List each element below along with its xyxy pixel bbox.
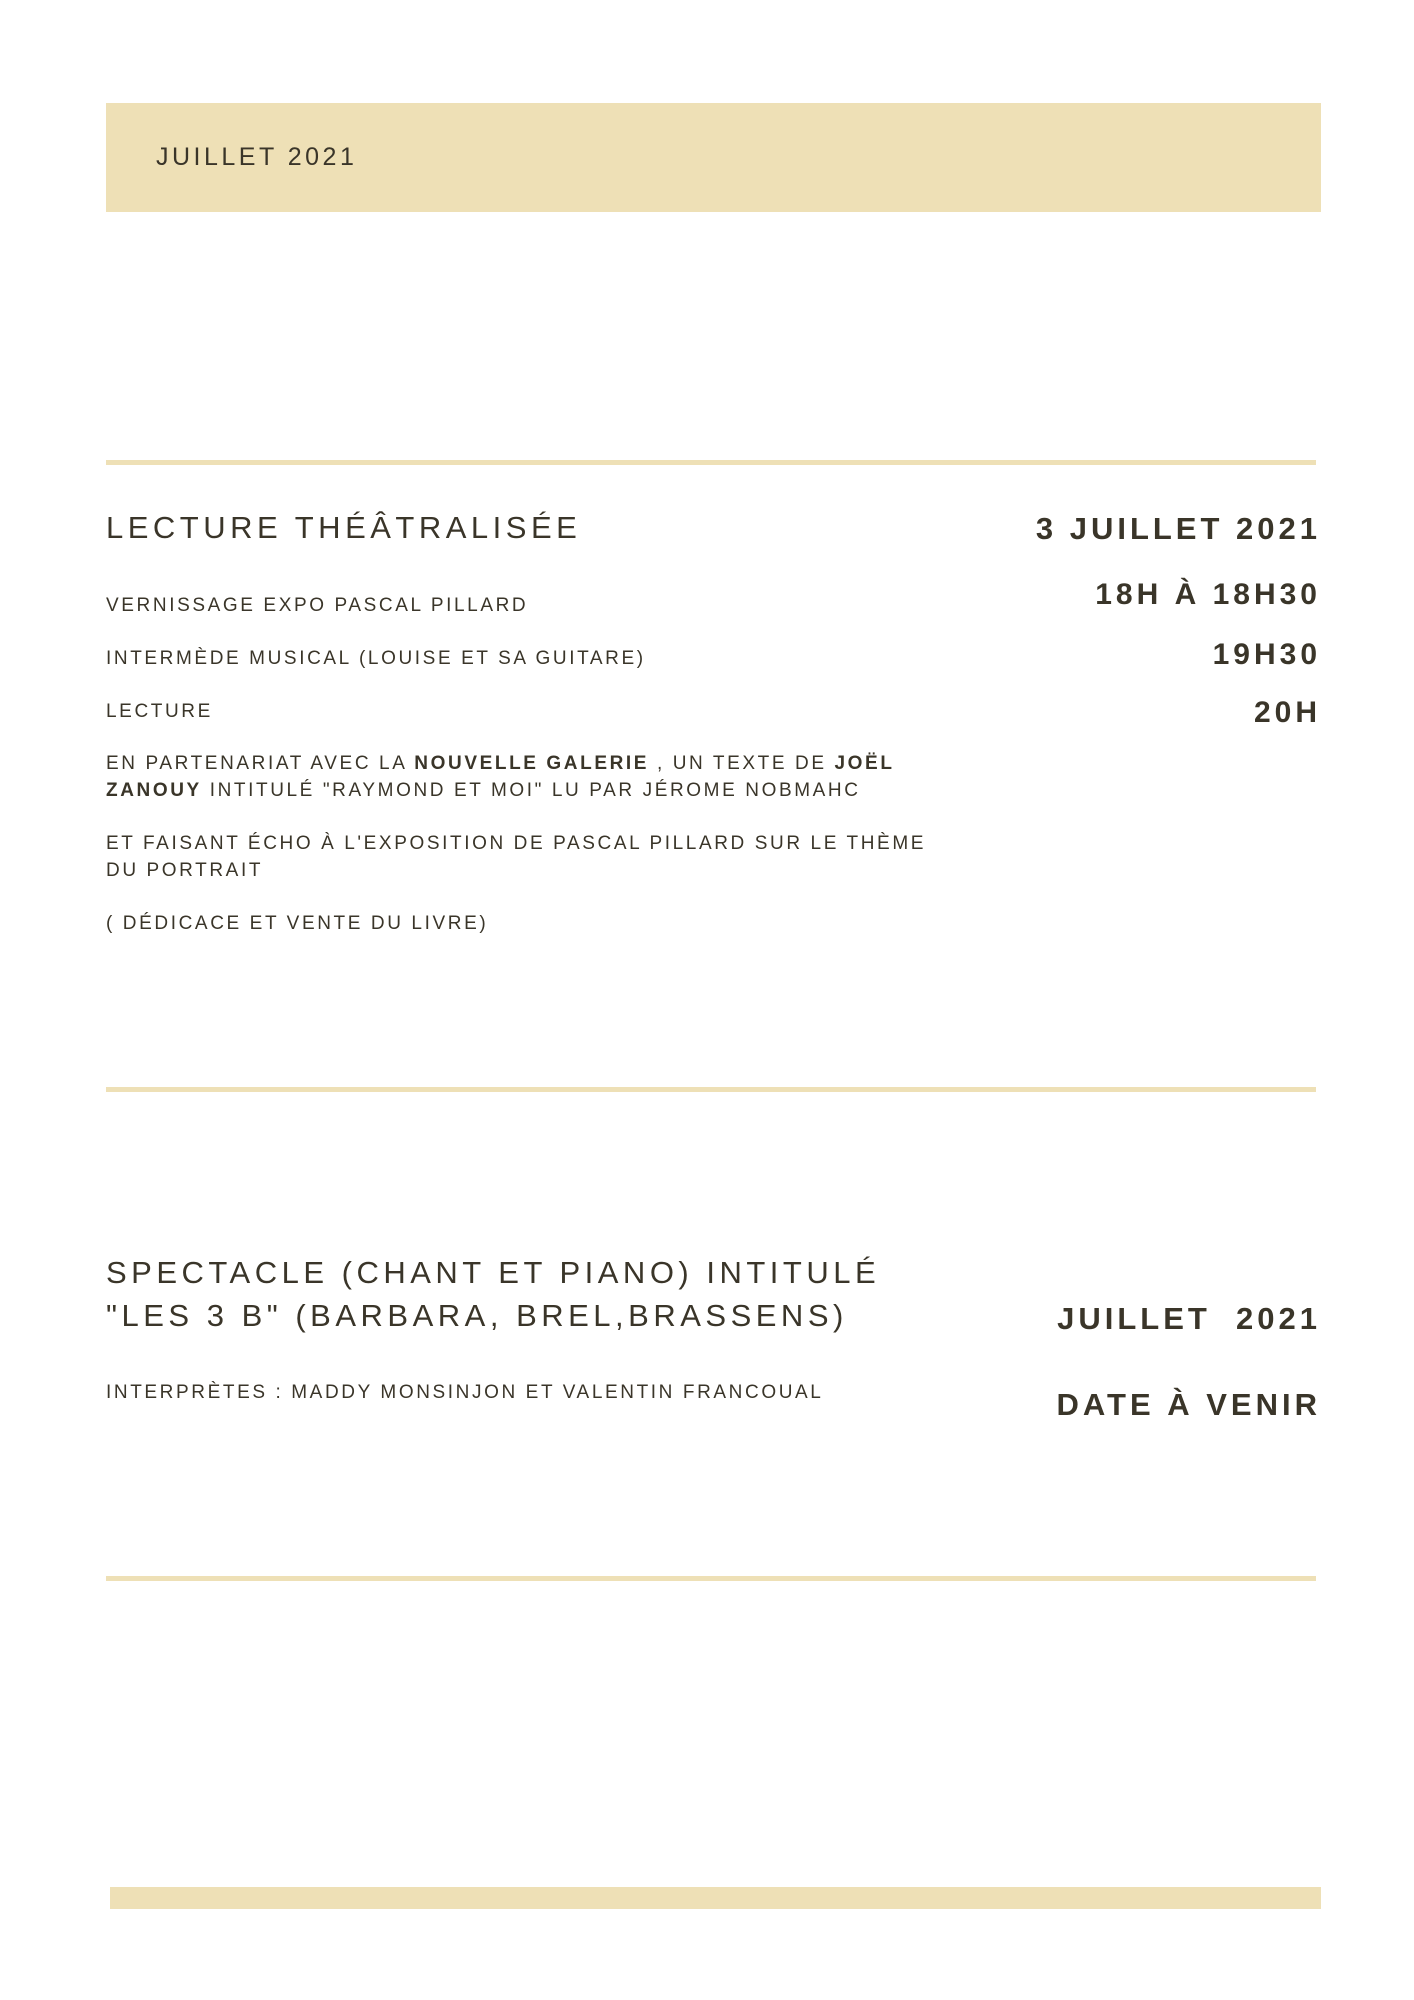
event2-title-line1: SPECTACLE (CHANT ET PIANO) INTITULÉ — [106, 1255, 881, 1290]
header-month: JUILLET 2021 — [156, 143, 358, 171]
event1-echo — [106, 830, 926, 884]
event1-date: 3 JUILLET 2021 — [1035, 511, 1321, 546]
footer-band — [110, 1887, 1321, 1909]
event2-interpretes: INTERPRÈTES : MADDY MONSINJON ET VALENTIN FRANCOUAL — [106, 1382, 824, 1403]
echo-line1: ET FAISANT ÉCHO À L'EXPOSITION DE PASCAL PILLARD SUR LE THÈME — [106, 833, 927, 854]
partnership-galerie: NOUVELLE GALERIE — [414, 753, 650, 774]
divider-bottom — [106, 1576, 1316, 1581]
event1-time-vernissage: 18H À 18H30 — [1095, 578, 1321, 611]
event1-dedicace: ( DÉDICACE ET VENTE DU LIVRE) — [106, 913, 489, 934]
event1-time-intermede: 19H30 — [1212, 638, 1321, 671]
event2-date-line2: DATE À VENIR — [1056, 1387, 1321, 1422]
event1-item-vernissage: VERNISSAGE EXPO PASCAL PILLARD — [106, 595, 529, 616]
partnership-post: INTITULÉ "RAYMOND ET MOI" LU PAR JÉROME NOBMAHC — [201, 780, 861, 801]
divider-top — [106, 460, 1316, 465]
partnership-pre: EN PARTENARIAT AVEC LA — [106, 753, 415, 774]
partnership-mid: , UN TEXTE DE — [649, 753, 835, 774]
partnership-author-first: JOËL — [834, 753, 895, 774]
echo-line2: DU PORTRAIT — [106, 860, 264, 881]
event2-title-line2: "LES 3 B" (BARBARA, BREL,BRASSENS) — [106, 1298, 848, 1333]
event1-partnership — [106, 750, 966, 804]
partnership-author-last: ZANOUY — [106, 780, 202, 801]
event2-date-line1: JUILLET 2021 — [1057, 1301, 1321, 1336]
divider-middle — [106, 1087, 1316, 1092]
event1-item-lecture: LECTURE — [106, 701, 213, 722]
event2-title — [106, 1251, 880, 1337]
event2-date — [1031, 1254, 1321, 1426]
header-band — [106, 103, 1321, 212]
event1-time-lecture: 20H — [1253, 696, 1321, 729]
event1-title: LECTURE THÉÂTRALISÉE — [106, 510, 582, 545]
event1-item-intermede: INTERMÈDE MUSICAL (LOUISE ET SA GUITARE) — [106, 648, 646, 669]
